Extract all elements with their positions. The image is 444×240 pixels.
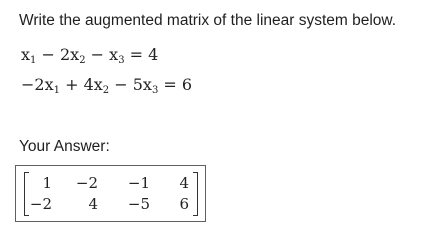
augmented-matrix <box>24 172 198 216</box>
answer-label: Your Answer: <box>19 138 110 155</box>
eq2-op1: + 4 <box>59 75 94 94</box>
eq1-x3-subscript: 3 <box>118 55 125 66</box>
matrix-cell-r2-c1: −2 <box>29 195 52 213</box>
eq1-op1: − 2 <box>36 45 71 64</box>
eq2-x1-subscript: 1 <box>53 85 60 96</box>
eq2-x2-subscript: 2 <box>102 85 110 96</box>
question-prompt: Write the augmented matrix of the linear system below. <box>19 12 397 29</box>
matrix-cell-r2-c2: 4 <box>88 195 98 213</box>
matrix-cell-r1-c2: −2 <box>75 174 98 192</box>
equation-1 <box>21 45 158 66</box>
matrix-cell-r1-c3: −1 <box>127 174 150 192</box>
eq2-x3-subscript: 3 <box>151 85 159 96</box>
eq2-x3: x <box>142 75 152 94</box>
matrix-cell-r1-c1: 1 <box>42 174 52 192</box>
equation-2 <box>21 75 192 96</box>
matrix-cell-r1-c4: 4 <box>179 174 189 192</box>
right-bracket <box>193 172 198 216</box>
eq1-x2: x <box>70 45 80 64</box>
eq1-x2-subscript: 2 <box>79 55 86 66</box>
eq1-op2: − <box>85 45 110 64</box>
eq2-x2: x <box>93 75 103 94</box>
eq2-op2: − 5 <box>109 75 143 94</box>
eq2-rhs: = 6 <box>158 75 193 94</box>
eq1-x3: x <box>109 45 119 64</box>
matrix-cell-r2-c4: 6 <box>179 195 189 213</box>
eq1-rhs: = 4 <box>124 45 159 64</box>
answer-box[interactable] <box>15 165 206 222</box>
eq1-x1-subscript: 1 <box>30 55 37 66</box>
matrix-cell-r2-c3: −5 <box>127 195 150 213</box>
eq1-x1: x <box>21 45 31 64</box>
eq2-x1: −2x <box>21 75 54 94</box>
